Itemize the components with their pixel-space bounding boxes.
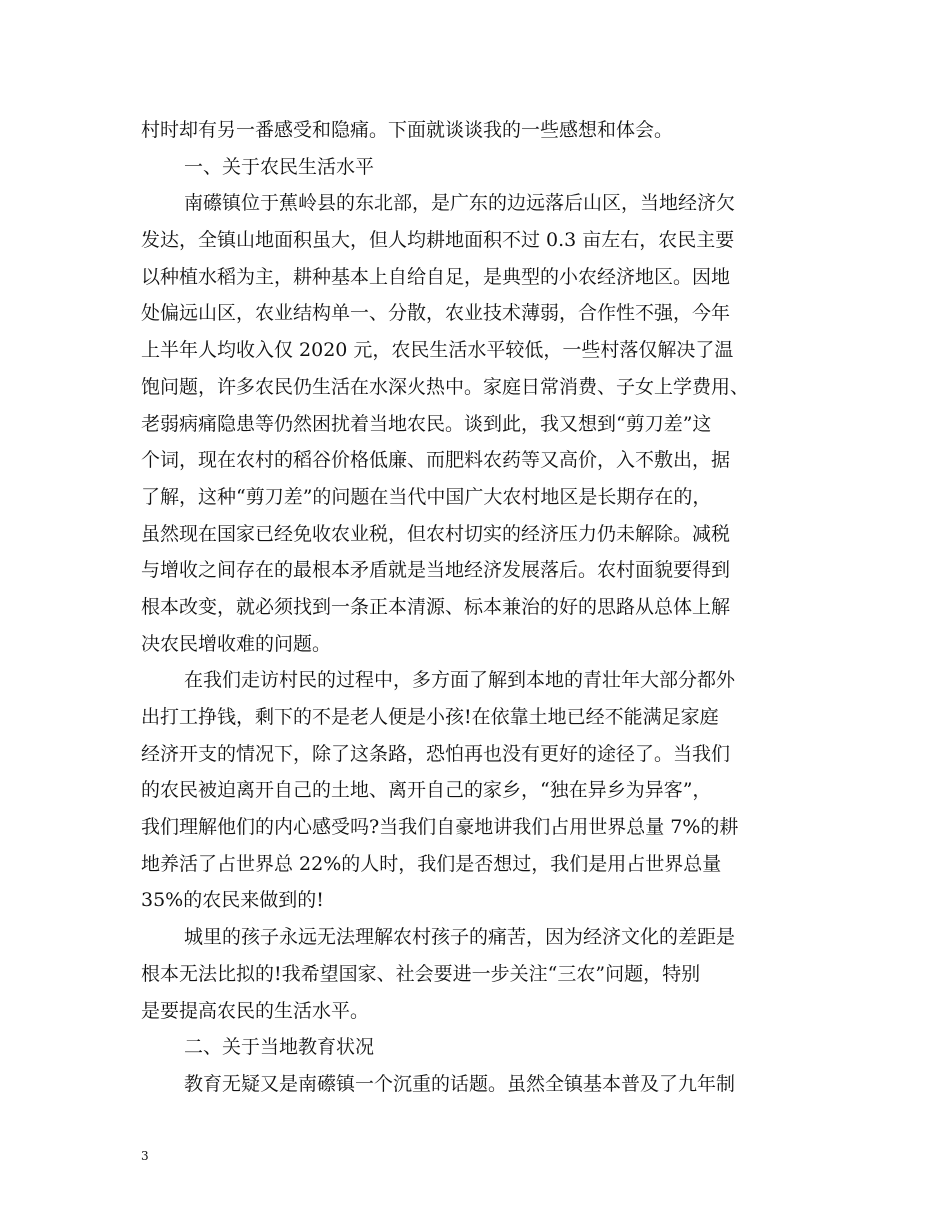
text-line: 根本无法比拟的!我希望国家、社会要进一步关注“三农”问题，特别 xyxy=(141,962,701,985)
text-line: 35%的农民来做到的! xyxy=(141,889,324,912)
text-line: 是要提高农民的生活水平。 xyxy=(141,999,370,1022)
text-line: 的农民被迫离开自己的土地、离开自己的家乡，“独在异乡为异客”， xyxy=(141,779,712,802)
text-line: 上半年人均收入仅 2020 元，农民生活水平较低，一些村落仅解决了温 xyxy=(141,339,734,362)
text-line: 南礤镇位于蕉岭县的东北部，是广东的边远落后山区，当地经济欠 xyxy=(184,192,736,215)
text-line: 教育无疑又是南礤镇一个沉重的话题。虽然全镇基本普及了九年制 xyxy=(184,1072,736,1095)
text-line: 我们理解他们的内心感受吗?当我们自豪地讲我们占用世界总量 7%的耕 xyxy=(141,816,739,839)
text-line: 在我们走访村民的过程中，多方面了解到本地的青壮年大部分都外 xyxy=(184,669,736,692)
text-line: 老弱病痛隐患等仍然困扰着当地农民。谈到此，我又想到“剪刀差”这 xyxy=(141,412,712,435)
text-line: 根本改变，就必须找到一条正本清源、标本兼治的好的思路从总体上解 xyxy=(141,595,731,618)
text-line: 饱问题，许多农民仍生活在水深火热中。家庭日常消费、子女上学费用、 xyxy=(141,375,750,398)
text-line: 决农民增收难的问题。 xyxy=(141,632,332,655)
text-line: 虽然现在国家已经免收农业税，但农村切实的经济压力仍未解除。减税 xyxy=(141,522,731,545)
text-line: 城里的孩子永远无法理解农村孩子的痛苦，因为经济文化的差距是 xyxy=(184,926,736,949)
page-number: 3 xyxy=(141,1149,149,1163)
text-line: 经济开支的情况下，除了这条路，恐怕再也没有更好的途径了。当我们 xyxy=(141,742,731,765)
section-heading-1: 一、关于农民生活水平 xyxy=(184,155,375,178)
text-line: 处偏远山区，农业结构单一、分散，农业技术薄弱，合作性不强，今年 xyxy=(141,302,731,325)
text-line: 出打工挣钱，剩下的不是老人便是小孩!在依靠土地已经不能满足家庭 xyxy=(141,706,719,728)
text-line: 村时却有另一番感受和隐痛。下面就谈谈我的一些感想和体会。 xyxy=(141,119,674,141)
text-line: 地养活了占世界总 22%的人时，我们是否想过，我们是用占世界总量 xyxy=(141,852,722,875)
text-line: 个词，现在农村的稻谷价格低廉、而肥料农药等又高价，入不敷出，据 xyxy=(141,449,731,472)
text-line: 与增收之间存在的最根本矛盾就是当地经济发展落后。农村面貌要得到 xyxy=(141,559,731,582)
text-line: 发达，全镇山地面积虽大，但人均耕地面积不过 0.3 亩左右，农民主要 xyxy=(141,229,735,252)
document-body xyxy=(141,112,827,1103)
text-line: 以种植水稻为主，耕种基本上自给自足，是典型的小农经济地区。因地 xyxy=(141,265,731,288)
section-heading-2: 二、关于当地教育状况 xyxy=(184,1036,375,1059)
text-line: 了解，这种“剪刀差”的问题在当代中国广大农村地区是长期存在的， xyxy=(141,485,712,508)
